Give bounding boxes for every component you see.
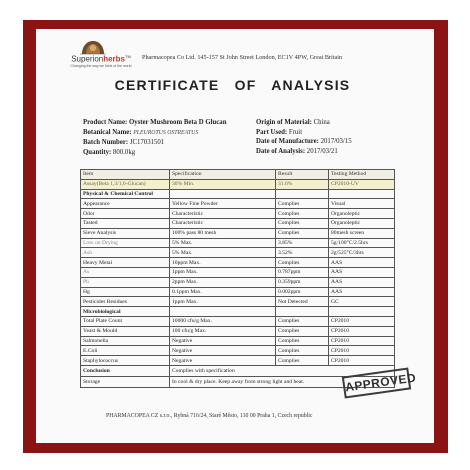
cell-specification: 5% Max.: [170, 248, 276, 258]
analysis-table: [80, 169, 395, 388]
product-info-right: [256, 118, 352, 156]
cell-specification: 1ppm Max.: [170, 267, 276, 277]
cell-result: 0.787ppm: [276, 267, 329, 277]
cell-item: Pb: [81, 277, 170, 287]
storage-label: Storage: [81, 376, 170, 387]
table-row: [81, 316, 395, 326]
table-row: [81, 238, 395, 248]
cell-item: Odor: [81, 209, 170, 219]
cell-method: AAS: [329, 287, 395, 297]
storage-value: In cool & dry place. Keep away from strong light and heat.: [170, 376, 395, 387]
cell-item: Microbiological: [81, 307, 170, 317]
cell-result: Complies: [276, 199, 329, 209]
table-section-row: [81, 307, 395, 317]
quantity-line: Quantity: 800.0kg: [83, 148, 136, 156]
cell-specification: 0.1ppm Max.: [170, 287, 276, 297]
cell-item: Assay(Beta 1,3/1,6-Glucan): [81, 179, 170, 189]
table-row: [81, 287, 395, 297]
cell-specification: 5% Max.: [170, 238, 276, 248]
cell-method: AAS: [329, 258, 395, 268]
cell-specification: 2ppm Max.: [170, 277, 276, 287]
table-row: [81, 346, 395, 356]
cell-item: E.Coli: [81, 346, 170, 356]
column-header-testing-method: Testing Method: [329, 170, 395, 180]
certificate-title: CERTIFICATE OF ANALYSIS: [114, 77, 351, 93]
manufacture-date-line: Date of Manufacture: 2017/03/15: [256, 138, 352, 146]
cell-result: Complies: [276, 218, 329, 228]
cell-method: Organoleptic: [329, 218, 395, 228]
cell-method: CP2010: [329, 356, 395, 366]
table-row: [81, 218, 395, 228]
cell-result: Complies: [276, 326, 329, 336]
cell-result: Complies: [276, 209, 329, 219]
cell-specification: Characteristic: [170, 209, 276, 219]
conclusion-label: Conclusion: [81, 365, 170, 376]
table-row: [81, 356, 395, 366]
table-row: [81, 326, 395, 336]
cell-method: CP2010-UV: [329, 179, 395, 189]
cell-method: CP2010: [329, 326, 395, 336]
cell-item: Yeast & Mould: [81, 326, 170, 336]
table-row: [81, 209, 395, 219]
cell-item: Sieve Analysis: [81, 228, 170, 238]
cell-method: [329, 189, 395, 199]
cell-specification: 100% pass 80 mesh: [170, 228, 276, 238]
cell-specification: [170, 307, 276, 317]
cell-item: As: [81, 267, 170, 277]
cell-result: [276, 189, 329, 199]
table-row: [81, 297, 395, 307]
cell-item: Appearance: [81, 199, 170, 209]
brand-name: Superionherbs™: [71, 54, 131, 64]
table-row: [81, 336, 395, 346]
cell-method: AAS: [329, 277, 395, 287]
column-header-result: Result: [276, 170, 329, 180]
cell-result: 0.002ppm: [276, 287, 329, 297]
part-used-line: Part Used: Fruit: [256, 128, 303, 136]
conclusion-row: [81, 365, 395, 376]
cell-method: 5g/100°C/2.5hrs: [329, 238, 395, 248]
cell-result: 31.6%: [276, 179, 329, 189]
product-info-left: [83, 118, 226, 157]
company-address: Pharmacopea Co Ltd. 145-157 St John Street London, EC1V 4PW, Great Britain: [142, 54, 343, 61]
cell-item: Heavy Metal: [81, 258, 170, 268]
cell-item: Hg: [81, 287, 170, 297]
cell-specification: 1ppm Max.: [170, 297, 276, 307]
cell-specification: Yellow Fine Powder: [170, 199, 276, 209]
cell-specification: Characteristic: [170, 218, 276, 228]
cell-result: Complies: [276, 258, 329, 268]
cell-specification: [170, 189, 276, 199]
table-header-row: [81, 170, 395, 180]
analysis-date-line: Date of Analysis: 2017/03/21: [256, 147, 338, 155]
origin-line: Origin of Material: China: [256, 119, 330, 126]
table-row: [81, 267, 395, 277]
cell-result: [276, 307, 329, 317]
cell-result: Complies: [276, 336, 329, 346]
table-section-row: [81, 189, 395, 199]
cell-specification: 100 cfu/g Max.: [170, 326, 276, 336]
cell-specification: 10000 cfu/g Max.: [170, 316, 276, 326]
cell-result: 3.52%: [276, 248, 329, 258]
cell-item: Ash: [81, 248, 170, 258]
cell-result: Not Detected: [276, 297, 329, 307]
cell-result: Complies: [276, 228, 329, 238]
cell-method: Organoleptic: [329, 209, 395, 219]
cell-result: Complies: [276, 356, 329, 366]
cell-method: GC: [329, 297, 395, 307]
cell-specification: 30% Min.: [170, 179, 276, 189]
footer-address: PHARMACOPEA CZ s.r.o., Rybná 716/24, Staré Město, 110 00 Praha 1, Czech republic: [106, 413, 313, 419]
company-logo: [60, 38, 142, 74]
cell-item: Physical & Chemical Control: [81, 189, 170, 199]
cell-method: Visual: [329, 199, 395, 209]
table-row: [81, 199, 395, 209]
table-row: [81, 258, 395, 268]
table-row: [81, 179, 395, 189]
cell-specification: Negative: [170, 356, 276, 366]
brand-tagline: Changing the way we think of the world: [70, 64, 132, 68]
cell-method: AAS: [329, 267, 395, 277]
column-header-specification: Specification: [170, 170, 276, 180]
cell-item: Total Plate Count: [81, 316, 170, 326]
cell-method: 80mesh screen: [329, 228, 395, 238]
cell-method: CP2010: [329, 336, 395, 346]
cell-result: 0.359ppm: [276, 277, 329, 287]
product-name-line: Product Name: Oyster Mushroom Beta D Glucan: [83, 119, 227, 126]
cell-result: Complies: [276, 316, 329, 326]
lion-logo-icon: [78, 38, 108, 55]
table-row: [81, 228, 395, 238]
botanical-name-line: Botanical Name: PLEUROTUS OSTREATUS: [83, 128, 199, 136]
cell-item: Loss on Drying: [81, 238, 170, 248]
cell-item: Pesticides Residues: [81, 297, 170, 307]
table-row: [81, 277, 395, 287]
cell-result: 3.85%: [276, 238, 329, 248]
cell-method: CP2010: [329, 346, 395, 356]
batch-number-line: Batch Number: JC17031501: [83, 139, 165, 147]
cell-item: Staphylococcus: [81, 356, 170, 366]
cell-item: Tasted: [81, 218, 170, 228]
cell-specification: 10ppm Max.: [170, 258, 276, 268]
table-row: [81, 248, 395, 258]
cell-method: CP2010: [329, 316, 395, 326]
cell-specification: Negative: [170, 336, 276, 346]
cell-method: [329, 307, 395, 317]
conclusion-value: Complies with specification: [170, 365, 395, 376]
cell-method: 2g/525°C/3hrs: [329, 248, 395, 258]
cell-specification: Negative: [170, 346, 276, 356]
cell-item: Salmonella: [81, 336, 170, 346]
approved-stamp: APPROVED: [342, 367, 411, 398]
cell-result: Complies: [276, 346, 329, 356]
column-header-item: Item: [81, 170, 170, 180]
table-body: [81, 179, 395, 365]
